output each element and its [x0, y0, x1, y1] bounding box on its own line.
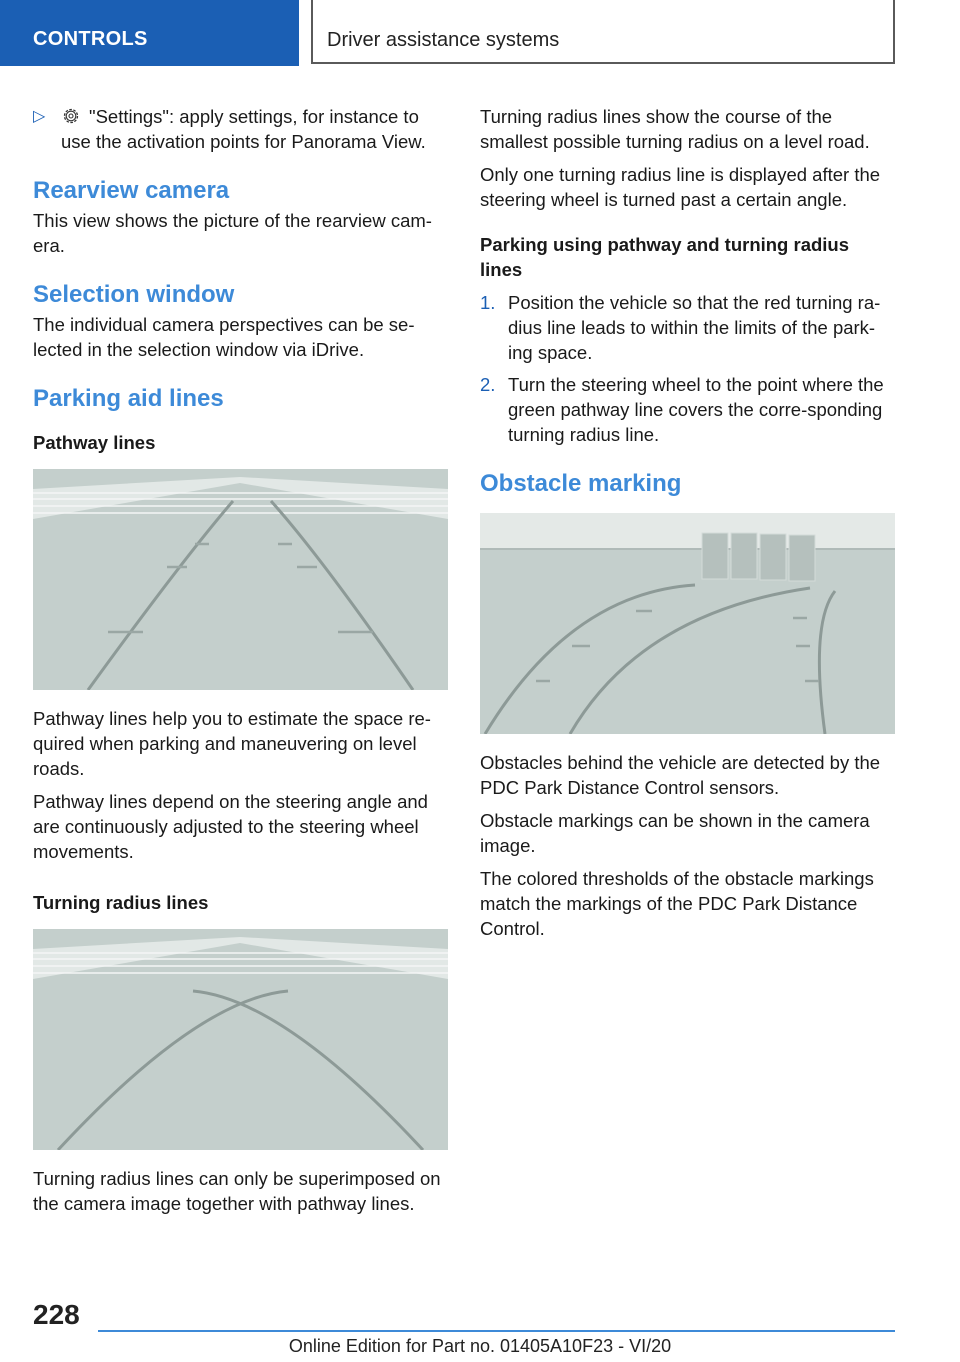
chapter-tab: [311, 0, 895, 64]
selection-text: The individual camera perspectives can be se-lected in the selection window via iDrive.: [33, 314, 415, 360]
selection-heading: Selection window: [33, 281, 235, 308]
right-column: [480, 104, 896, 949]
step-number: 2.: [480, 374, 496, 395]
triangle-right-icon: ▷: [33, 108, 46, 125]
obstacle-text-1: Obstacles behind the vehicle are detected by the PDC Park Distance Control sensors.: [480, 752, 881, 798]
chapter-label: Driver assistance systems: [327, 29, 560, 51]
rearview-heading: Rearview camera: [33, 177, 230, 204]
edition-footer: Online Edition for Part no. 01405A10F23 - VI/20: [288, 1336, 672, 1356]
list-item: [480, 372, 896, 447]
left-column: [33, 104, 449, 1224]
step-number: 1.: [480, 292, 496, 313]
settings-bullet-text: "Settings": apply settings, for instance to use the activation points for Panorama View.: [61, 106, 426, 152]
turning-text-1: Turning radius lines can only be superimposed on the camera image together with pathway lines.: [33, 1168, 441, 1214]
step-text: Position the vehicle so that the red turning ra-dius line leads to within the limits of the park-ing space.: [508, 292, 881, 363]
section-label: CONTROLS: [33, 28, 148, 50]
step-text: Turn the steering wheel to the point where the green pathway line covers the corre-sponding turning radius line.: [508, 374, 884, 445]
obstacle-text-3: The colored thresholds of the obstacle markings match the markings of the PDC Park Distance Control.: [480, 868, 874, 939]
turning-text-3: Only one turning radius line is displayed after the steering wheel is turned past a certain angle.: [480, 164, 881, 210]
turning-heading: Turning radius lines: [33, 892, 209, 913]
footer-divider: [98, 1330, 895, 1332]
pathway-text-1: Pathway lines help you to estimate the space re-quired when parking and maneuvering on level roads.: [33, 708, 431, 779]
gear-icon: [61, 106, 81, 126]
obstacle-heading: Obstacle marking: [480, 470, 682, 497]
list-item: [480, 290, 896, 365]
steps-list: [480, 290, 896, 447]
settings-bullet: [33, 104, 449, 154]
obstacle-marking-figure: [480, 513, 895, 734]
pathway-heading: Pathway lines: [33, 432, 156, 453]
combo-heading: Parking using pathway and turning radius lines: [480, 234, 850, 280]
pathway-text-2: Pathway lines depend on the steering angle and are continuously adjusted to the steering wheel movements.: [33, 791, 428, 862]
parking-heading: Parking aid lines: [33, 385, 224, 412]
section-tab: [0, 0, 299, 66]
turning-radius-figure: [33, 929, 448, 1150]
pathway-lines-figure: [33, 469, 448, 690]
page-number: 228: [33, 1299, 80, 1330]
rearview-text: This view shows the picture of the rearview cam-era.: [33, 210, 432, 256]
turning-text-2: Turning radius lines show the course of the smallest possible turning radius on a level road.: [480, 106, 870, 152]
obstacle-text-2: Obstacle markings can be shown in the camera image.: [480, 810, 870, 856]
